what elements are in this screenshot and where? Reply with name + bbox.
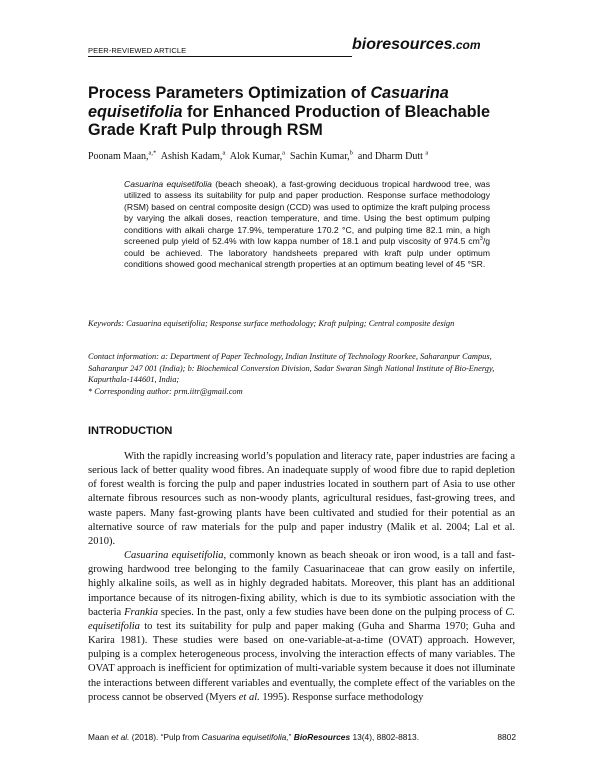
bacteria-name: Frankia [124, 606, 158, 618]
et-al: et al. [238, 691, 260, 703]
footer-journal: BioResources [293, 732, 351, 742]
author-name: Ashish Kadam, [160, 151, 223, 162]
author-affiliation: a [282, 149, 286, 157]
brand-name: bioresources [352, 36, 453, 53]
abstract-species: Casuarina equisetifolia [124, 179, 212, 189]
paragraph: With the rapidly increasing world’s population and literacy rate, paper industries are facing a serious lack of better quality wood fibres. An inadequate supply of wood fibre due to rapid depletion of forest wealth is forcing the pulp and paper industries located in southern part of Asia to use other alternate fibrous resources such as non-woody plants, agricultural residues, fast-growing trees, and waste papers. Many fast-growing plants have been cultivated and studied for their potential as an alternative source of raw materials for the pulp and paper industry (Malik et al. 2004; Lal et al. 2010). [88, 451, 515, 547]
corresponding-author: * Corresponding author: prm.iitr@gmail.com [88, 386, 243, 396]
article-title [88, 84, 528, 140]
author-name: Sachin Kumar, [290, 151, 350, 162]
title-part2: for Enhanced Production of Bleachable Grade Kraft Pulp through RSM [88, 102, 491, 139]
abstract-superscript: 3 [479, 236, 483, 243]
footer-species: Casuarina equisetifolia, [201, 732, 289, 742]
author-name: Poonam Maan, [88, 151, 149, 162]
para-text: , commonly known as beach sheoak or iron wood, is a tall and fast-growing hardwood tree belonging to the family Casuarinaceae that can grow easily on infertile, highly alkaline soils, as well as in highly degraded habitats. Moreover, this plant has an additional importance because of its nitrogen-fixing ability, which is due to its symbiotic association with the bacteria [88, 550, 515, 618]
author-affiliation: a [425, 149, 429, 157]
species-name: Casuarina equisetifolia [124, 550, 224, 562]
body-text [88, 450, 515, 705]
running-header-label: PEER-REVIEWED ARTICLE [88, 46, 187, 55]
author-affiliation: a,* [148, 149, 157, 157]
para-text: species. In the past, only a few studies have been done on the pulping process of [157, 606, 506, 618]
header-rule [88, 56, 352, 57]
journal-brand [352, 36, 481, 54]
page-footer [88, 732, 516, 742]
author-affiliation: a [222, 149, 226, 157]
section-heading: INTRODUCTION [88, 425, 173, 437]
paragraph [88, 549, 515, 705]
footer-volume: 13(4), 8802-8813. [350, 732, 420, 742]
brand-domain: .com [452, 38, 481, 52]
footer-citation-mid: (2018). “Pulp from [129, 732, 202, 742]
abstract-text-end: /g could be achieved. The laboratory handsheets prepared with kraft pulp under optimum conditions showed good mechanical strength properties at an optimum beating level of 45 °SR. [124, 236, 490, 270]
footer-quote: ” [288, 732, 294, 742]
contact-information [88, 351, 518, 397]
author-affiliation: b [349, 149, 353, 157]
footer-citation: Maan [88, 732, 112, 742]
author-name: Alok Kumar, [229, 151, 283, 162]
abstract [124, 179, 490, 271]
species-short-name: C. equisetifolia [88, 606, 515, 632]
title-part1: Process Parameters Optimization of [88, 84, 371, 102]
abstract-text: (beach sheoak), a fast-growing deciduous tropical hardwood tree, was utilized to assess its suitability for pulp and paper production. Response surface methodology (RSM) based on central composite design (CCD) was used to optimize the kraft pulping process by varying the alkali doses, reaction temperature, and time. Using the best optimum pulping conditions with alkali charge 17.9%, temperature 170.2 °C, and pulping time 82.1 min, a high screened pulp yield of 52.4% with low kappa number of 18.1 and pulp viscosity of 974.5 cm [124, 179, 491, 247]
author-list [88, 150, 528, 163]
para-text: to test its suitability for pulp and paper making (Guha and Sharma 1970; Guha and Karira 1981). These studies were based on one-variable-at-a-time (OVAT) approach. However, pulping is a complex heterogeneous process, involving the interaction effects of many variables. The OVAT approach is inefficient for optimization of multi-variable system because it does not illuminate the interactions between different variables and eventually, the complete effect of the variables on the process cannot be observed (Myers [88, 620, 515, 703]
contact-affiliations: Contact information: a: Department of Paper Technology, Indian Institute of Technology Roorkee, Saharanpur Campus, Saharanpur 247 001 (India); b: Biochemical Conversion Division, Sadar Swaran Singh National Institute of Bio-Energy, Kapurthala-144601, India; [88, 352, 495, 384]
title-species: Casuarina equisetifolia [88, 84, 449, 121]
keywords: Keywords: Casuarina equisetifolia; Response surface methodology; Kraft pulping; Central composite design [88, 319, 455, 328]
footer-et-al: et al. [111, 732, 130, 742]
para-text: 1995). Response surface methodology [259, 691, 424, 703]
author-name: and Dharm Dutt [357, 151, 423, 162]
page-number: 8802 [497, 732, 516, 742]
